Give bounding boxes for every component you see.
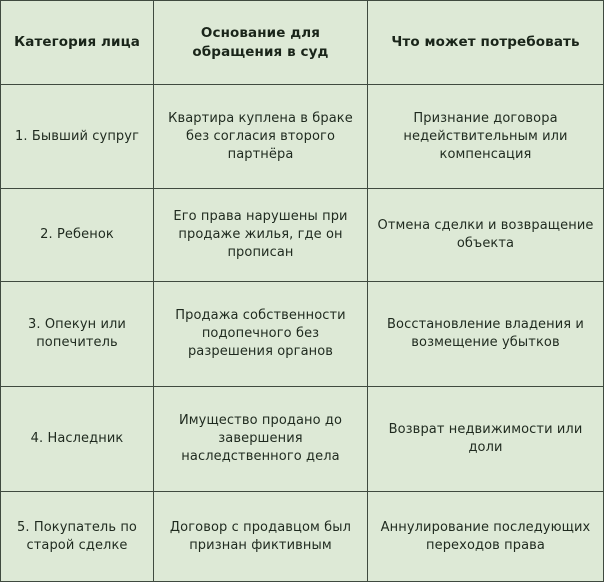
header-category: Категория лица — [1, 1, 154, 85]
table-row — [1, 189, 604, 282]
cell-claim: Возврат недвижимости или доли — [368, 387, 604, 492]
cell-claim: Восстановление владения и возмещение убытков — [368, 282, 604, 387]
table-row — [1, 282, 604, 387]
cell-category: 5. Покупатель по старой сделке — [1, 492, 154, 582]
cell-basis: Продажа собственности подопечного без разрешения органов — [154, 282, 368, 387]
table-header-row — [1, 1, 604, 85]
cell-basis: Договор с продавцом был признан фиктивным — [154, 492, 368, 582]
table-row — [1, 85, 604, 189]
cell-category: 3. Опекун или попечитель — [1, 282, 154, 387]
cell-basis: Имущество продано до завершения наследственного дела — [154, 387, 368, 492]
cell-claim: Аннулирование последующих переходов права — [368, 492, 604, 582]
table-row — [1, 492, 604, 582]
cell-claim: Отмена сделки и возвращение объекта — [368, 189, 604, 282]
cell-basis: Его права нарушены при продаже жилья, где он прописан — [154, 189, 368, 282]
cell-claim: Признание договора недействительным или компенсация — [368, 85, 604, 189]
cell-category: 4. Наследник — [1, 387, 154, 492]
cell-category: 1. Бывший супруг — [1, 85, 154, 189]
table-row — [1, 387, 604, 492]
cell-category: 2. Ребенок — [1, 189, 154, 282]
header-basis: Основание для обращения в суд — [154, 1, 368, 85]
header-claim: Что может потребовать — [368, 1, 604, 85]
cell-basis: Квартира куплена в браке без согласия второго партнёра — [154, 85, 368, 189]
